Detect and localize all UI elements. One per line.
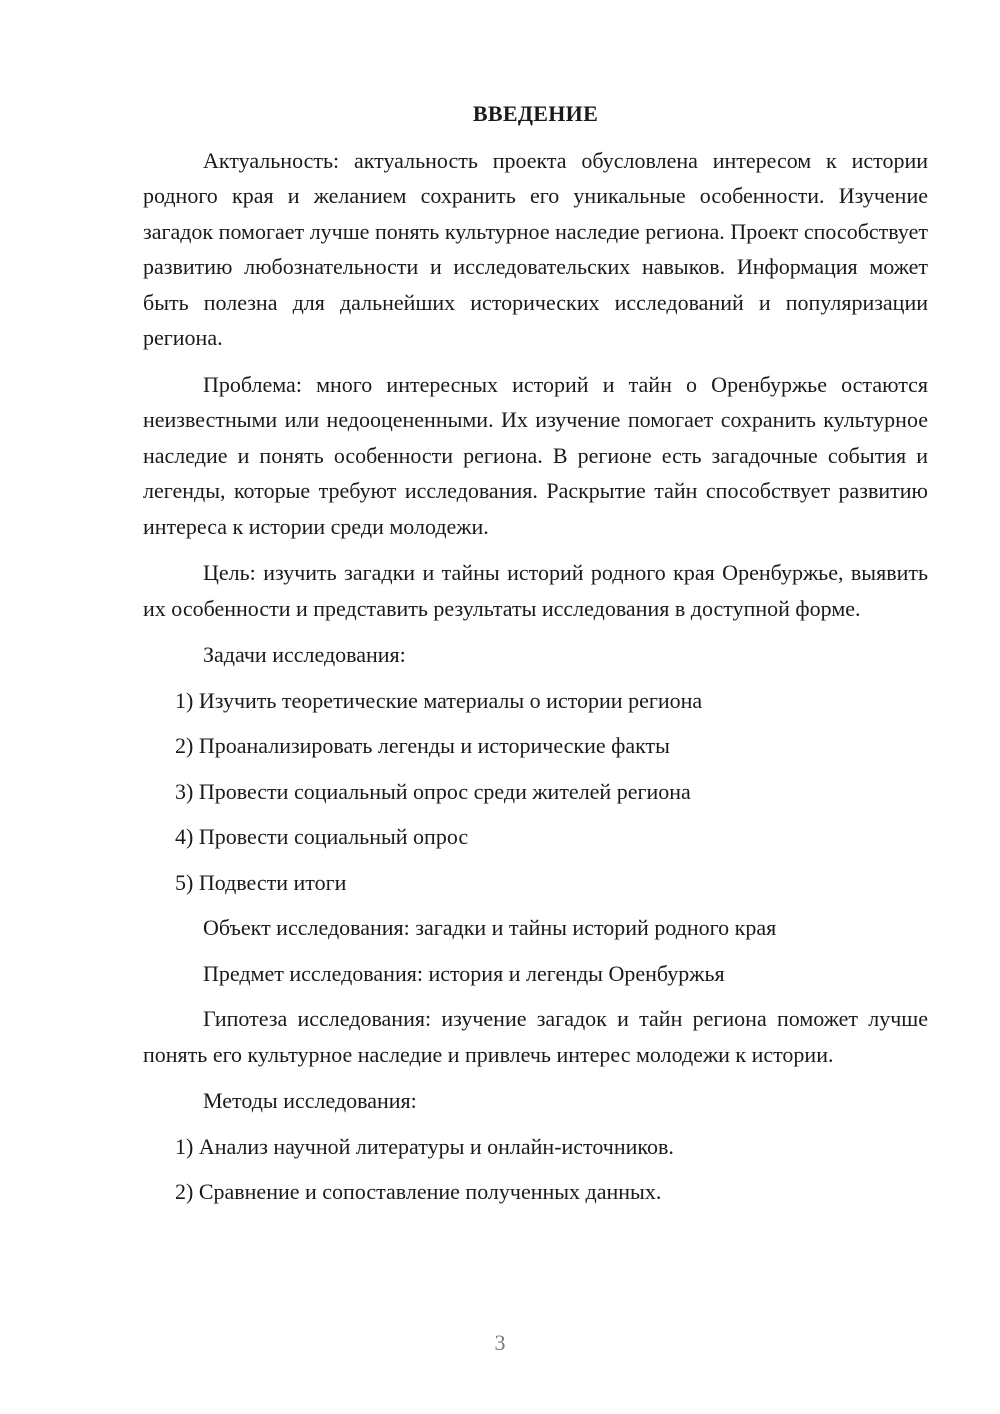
section-heading: ВВЕДЕНИЕ xyxy=(472,101,599,126)
list-item: 1) Анализ научной литературы и онлайн-источников. xyxy=(175,1133,674,1159)
list-item: 1) Изучить теоретические материалы о истории региона xyxy=(175,687,703,713)
tasks-list xyxy=(143,683,928,901)
list-item: 4) Провести социальный опрос xyxy=(175,824,469,849)
problem-paragraph: Проблема: много интересных историй и тайн о Оренбуржье остаются неизвестными или недооцененными. Их изучение помогает сохранить культурное наследие и понять особенности региона. В регионе есть загадочные события и легенды, которые требуют исследования. Раскрытие тайн способствует развитию интереса к истории среди молодежи. xyxy=(143,371,928,539)
methods-list xyxy=(143,1129,928,1210)
list-item: 2) Сравнение и сопоставление полученных данных. xyxy=(175,1179,662,1204)
goal-paragraph: Цель: изучить загадки и тайны историй родного края Оренбуржье, выявить их особенности и представить результаты исследования в доступной форме. xyxy=(143,560,928,621)
object-line: Объект исследования: загадки и тайны историй родного края xyxy=(203,915,777,940)
relevance-paragraph: Актуальность: актуальность проекта обусловлена интересом к истории родного края и желанием сохранить его уникальные особенности. Изучение загадок помогает лучше понять культурное наследие региона. Проект способствует развитию любознательности и исследовательских навыков. Информация может быть полезна для дальнейших исторических исследований и популяризации региона. xyxy=(143,147,928,350)
hypothesis-paragraph: Гипотеза исследования: изучение загадок и тайн региона поможет лучше понять его культурное наследие и привлечь интерес молодежи к истории. xyxy=(143,1006,928,1067)
methods-heading: Методы исследования: xyxy=(203,1088,417,1113)
page-number: 3 xyxy=(494,1330,506,1355)
document-page xyxy=(143,96,928,1220)
subject-line: Предмет исследования: история и легенды Оренбуржья xyxy=(203,960,725,986)
list-item: 2) Проанализировать легенды и исторические факты xyxy=(175,733,670,758)
list-item: 3) Провести социальный опрос среди жителей региона xyxy=(175,778,691,804)
tasks-heading: Задачи исследования: xyxy=(203,642,406,667)
list-item: 5) Подвести итоги xyxy=(175,869,347,895)
